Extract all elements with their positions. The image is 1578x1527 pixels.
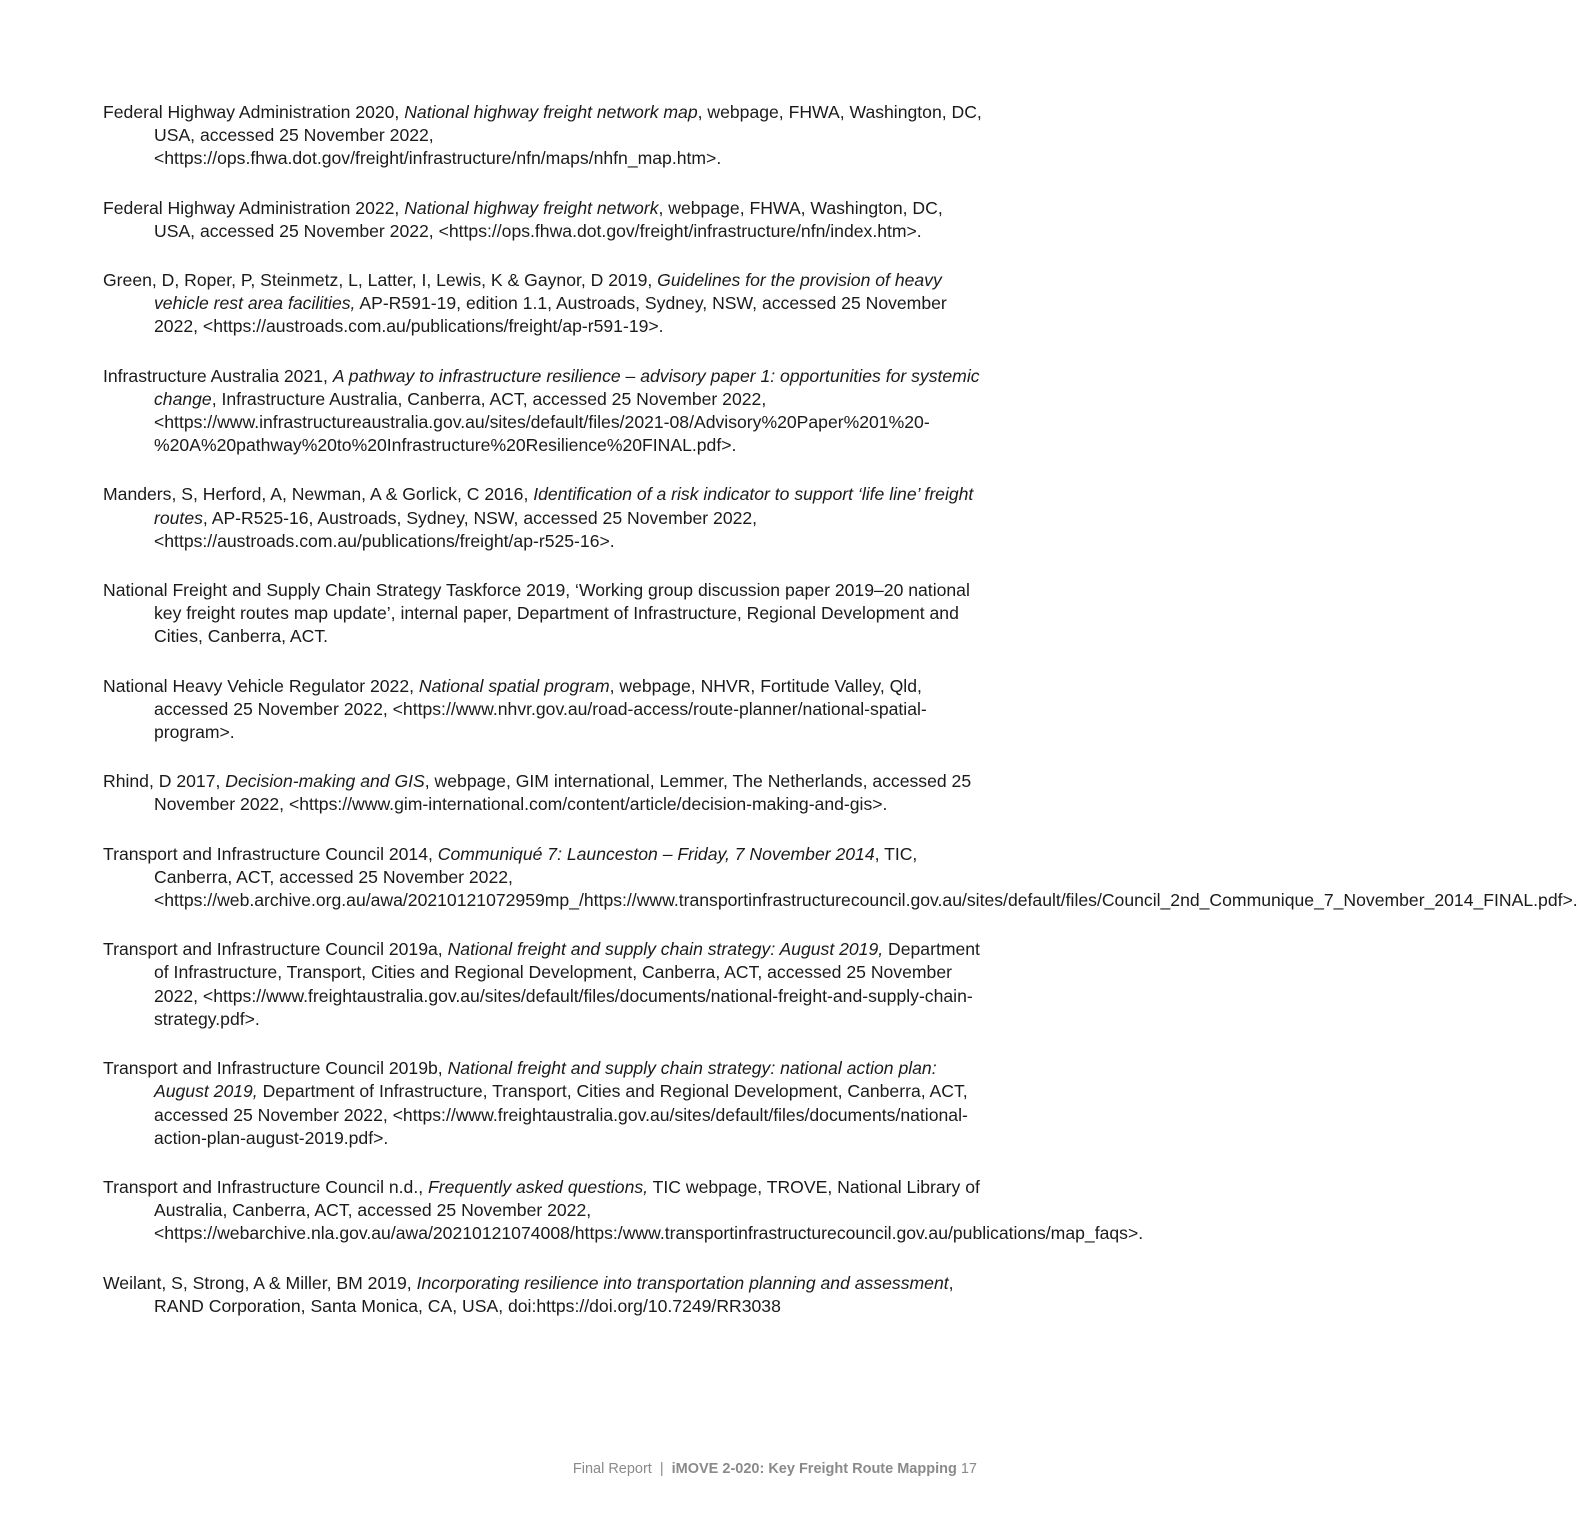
reference-details: , webpage, FHWA, Washington, DC, USA, accessed 25 November 2022, <https://ops.fhwa.dot.gov/freight/infrastructure/nfn/maps/nhfn_map.htm>.: [154, 102, 982, 169]
reference-details: , webpage, NHVR, Fortitude Valley, Qld, accessed 25 November 2022, <https://www.nhvr.gov.au/road-access/route-planner/national-spatial-program>.: [154, 675, 927, 743]
reference-entry: [103, 483, 983, 553]
reference-authors: Weilant, S, Strong, A & Miller, BM 2019,: [103, 1272, 417, 1293]
footer-document-title: iMOVE 2-020: Key Freight Route Mapping: [671, 1461, 957, 1477]
page-footer: [573, 1461, 977, 1477]
reference-authors: National Heavy Vehicle Regulator 2022,: [103, 675, 419, 696]
reference-entry: [103, 365, 983, 458]
reference-details: AP-R591-19, edition 1.1, Austroads, Sydney, NSW, accessed 25 November 2022, <https://austroads.com.au/publications/freight/ap-r591-19>.: [154, 293, 947, 337]
reference-authors: Infrastructure Australia 2021,: [103, 365, 333, 386]
reference-authors: Rhind, D 2017,: [103, 771, 226, 792]
reference-authors: Green, D, Roper, P, Steinmetz, L, Latter, I, Lewis, K & Gaynor, D 2019,: [103, 270, 658, 291]
reference-title: Identification of a risk indicator to support ‘life line’ freight routes: [154, 484, 974, 528]
reference-details: , webpage, GIM international, Lemmer, The Netherlands, accessed 25 November 2022, <https://www.gim-international.com/content/article/decision-making-and-gis>.: [154, 771, 972, 815]
reference-title: National freight and supply chain strategy: national action plan: August 2019,: [154, 1058, 937, 1102]
reference-entry: [103, 938, 983, 1031]
reference-details: Department of Infrastructure, Transport, Cities and Regional Development, Canberra, ACT, accessed 25 November 2022, <https://www.freightaustralia.gov.au/sites/default/files/documents/national-action-plan-august-2019.pdf>.: [154, 1081, 968, 1148]
reference-title: Communiqué 7: Launceston – Friday, 7 November 2014: [437, 843, 875, 864]
footer-report-label: Final Report: [572, 1461, 652, 1477]
reference-entry: [103, 675, 983, 745]
reference-details: , webpage, FHWA, Washington, DC, USA, accessed 25 November 2022, <https://ops.fhwa.dot.gov/freight/infrastructure/nfn/index.htm>.: [154, 197, 943, 241]
reference-entry: [103, 197, 983, 243]
reference-authors: Transport and Infrastructure Council n.d.,: [103, 1176, 428, 1197]
reference-authors: National Freight and Supply Chain Strategy Taskforce 2019, ‘Working group discussion paper 2019–20 national key freight routes map update’, internal paper, Department of Infrastructure, Regional Development and Cities, Canberra, ACT.: [103, 580, 970, 647]
reference-details: Department of Infrastructure, Transport, Cities and Regional Development, Canberra, ACT, accessed 25 November 2022, <https://www.freightaustralia.gov.au/sites/default/files/documents/national-freight-and-supply-chain-strategy.pdf>.: [154, 939, 980, 1029]
reference-authors: Transport and Infrastructure Council 2014,: [103, 843, 438, 864]
reference-entry: [103, 843, 1578, 913]
reference-title: Incorporating resilience into transportation planning and assessment: [416, 1272, 949, 1293]
reference-title: National freight and supply chain strategy: August 2019,: [447, 939, 884, 960]
reference-entry: [103, 101, 983, 171]
reference-title: National highway freight network: [404, 197, 659, 218]
reference-details: , TIC, Canberra, ACT, accessed 25 November 2022, <https://web.archive.org.au/awa/20210121072959mp_/https://www.transportinfrastructurecouncil.gov.au/sites/default/files/Council_2nd_Communique_7_November_2014_FINAL.pdf>.: [154, 843, 1578, 911]
reference-entry: [103, 1272, 983, 1318]
reference-authors: Federal Highway Administration 2022,: [103, 197, 405, 218]
reference-entry: [103, 1176, 1144, 1246]
reference-title: A pathway to infrastructure resilience – advisory paper 1: opportunities for systemic change: [154, 365, 980, 409]
reference-authors: Transport and Infrastructure Council 2019a,: [103, 939, 448, 960]
reference-details: , RAND Corporation, Santa Monica, CA, USA, doi:https://doi.org/10.7249/RR3038: [154, 1272, 954, 1316]
reference-authors: Manders, S, Herford, A, Newman, A & Gorlick, C 2016,: [103, 484, 534, 505]
reference-details: TIC webpage, TROVE, National Library of Australia, Canberra, ACT, accessed 25 November 2022, <https://webarchive.nla.gov.au/awa/20210121074008/https:/www.transportinfrastructurecouncil.gov.au/publications/map_faqs>.: [154, 1176, 1144, 1244]
reference-details: , AP-R525-16, Austroads, Sydney, NSW, accessed 25 November 2022, <https://austroads.com.au/publications/freight/ap-r525-16>.: [154, 507, 758, 551]
reference-authors: Transport and Infrastructure Council 2019b,: [103, 1058, 448, 1079]
reference-title: National spatial program: [418, 675, 610, 696]
reference-details: , Infrastructure Australia, Canberra, ACT, accessed 25 November 2022, <https://www.infrastructureaustralia.gov.au/sites/default/files/2021-08/Advisory%20Paper%201%20-%20A%20pathway%20to%20Infrastructure%20Resilience%20FINAL.pdf>.: [154, 388, 930, 456]
reference-title: National highway freight network map: [404, 102, 698, 122]
reference-entry: [103, 269, 983, 339]
reference-entry: [103, 1057, 983, 1150]
reference-entry: [103, 770, 983, 816]
footer-separator: |: [659, 1461, 664, 1477]
reference-title: Frequently asked questions,: [428, 1176, 649, 1197]
reference-entry: [103, 579, 983, 649]
footer-page-number: 17: [960, 1461, 977, 1477]
reference-title: Decision-making and GIS: [225, 771, 425, 792]
reference-title: Guidelines for the provision of heavy vehicle rest area facilities,: [154, 270, 942, 314]
reference-authors: Federal Highway Administration 2020,: [103, 102, 405, 122]
reference-list: [103, 101, 1578, 1344]
